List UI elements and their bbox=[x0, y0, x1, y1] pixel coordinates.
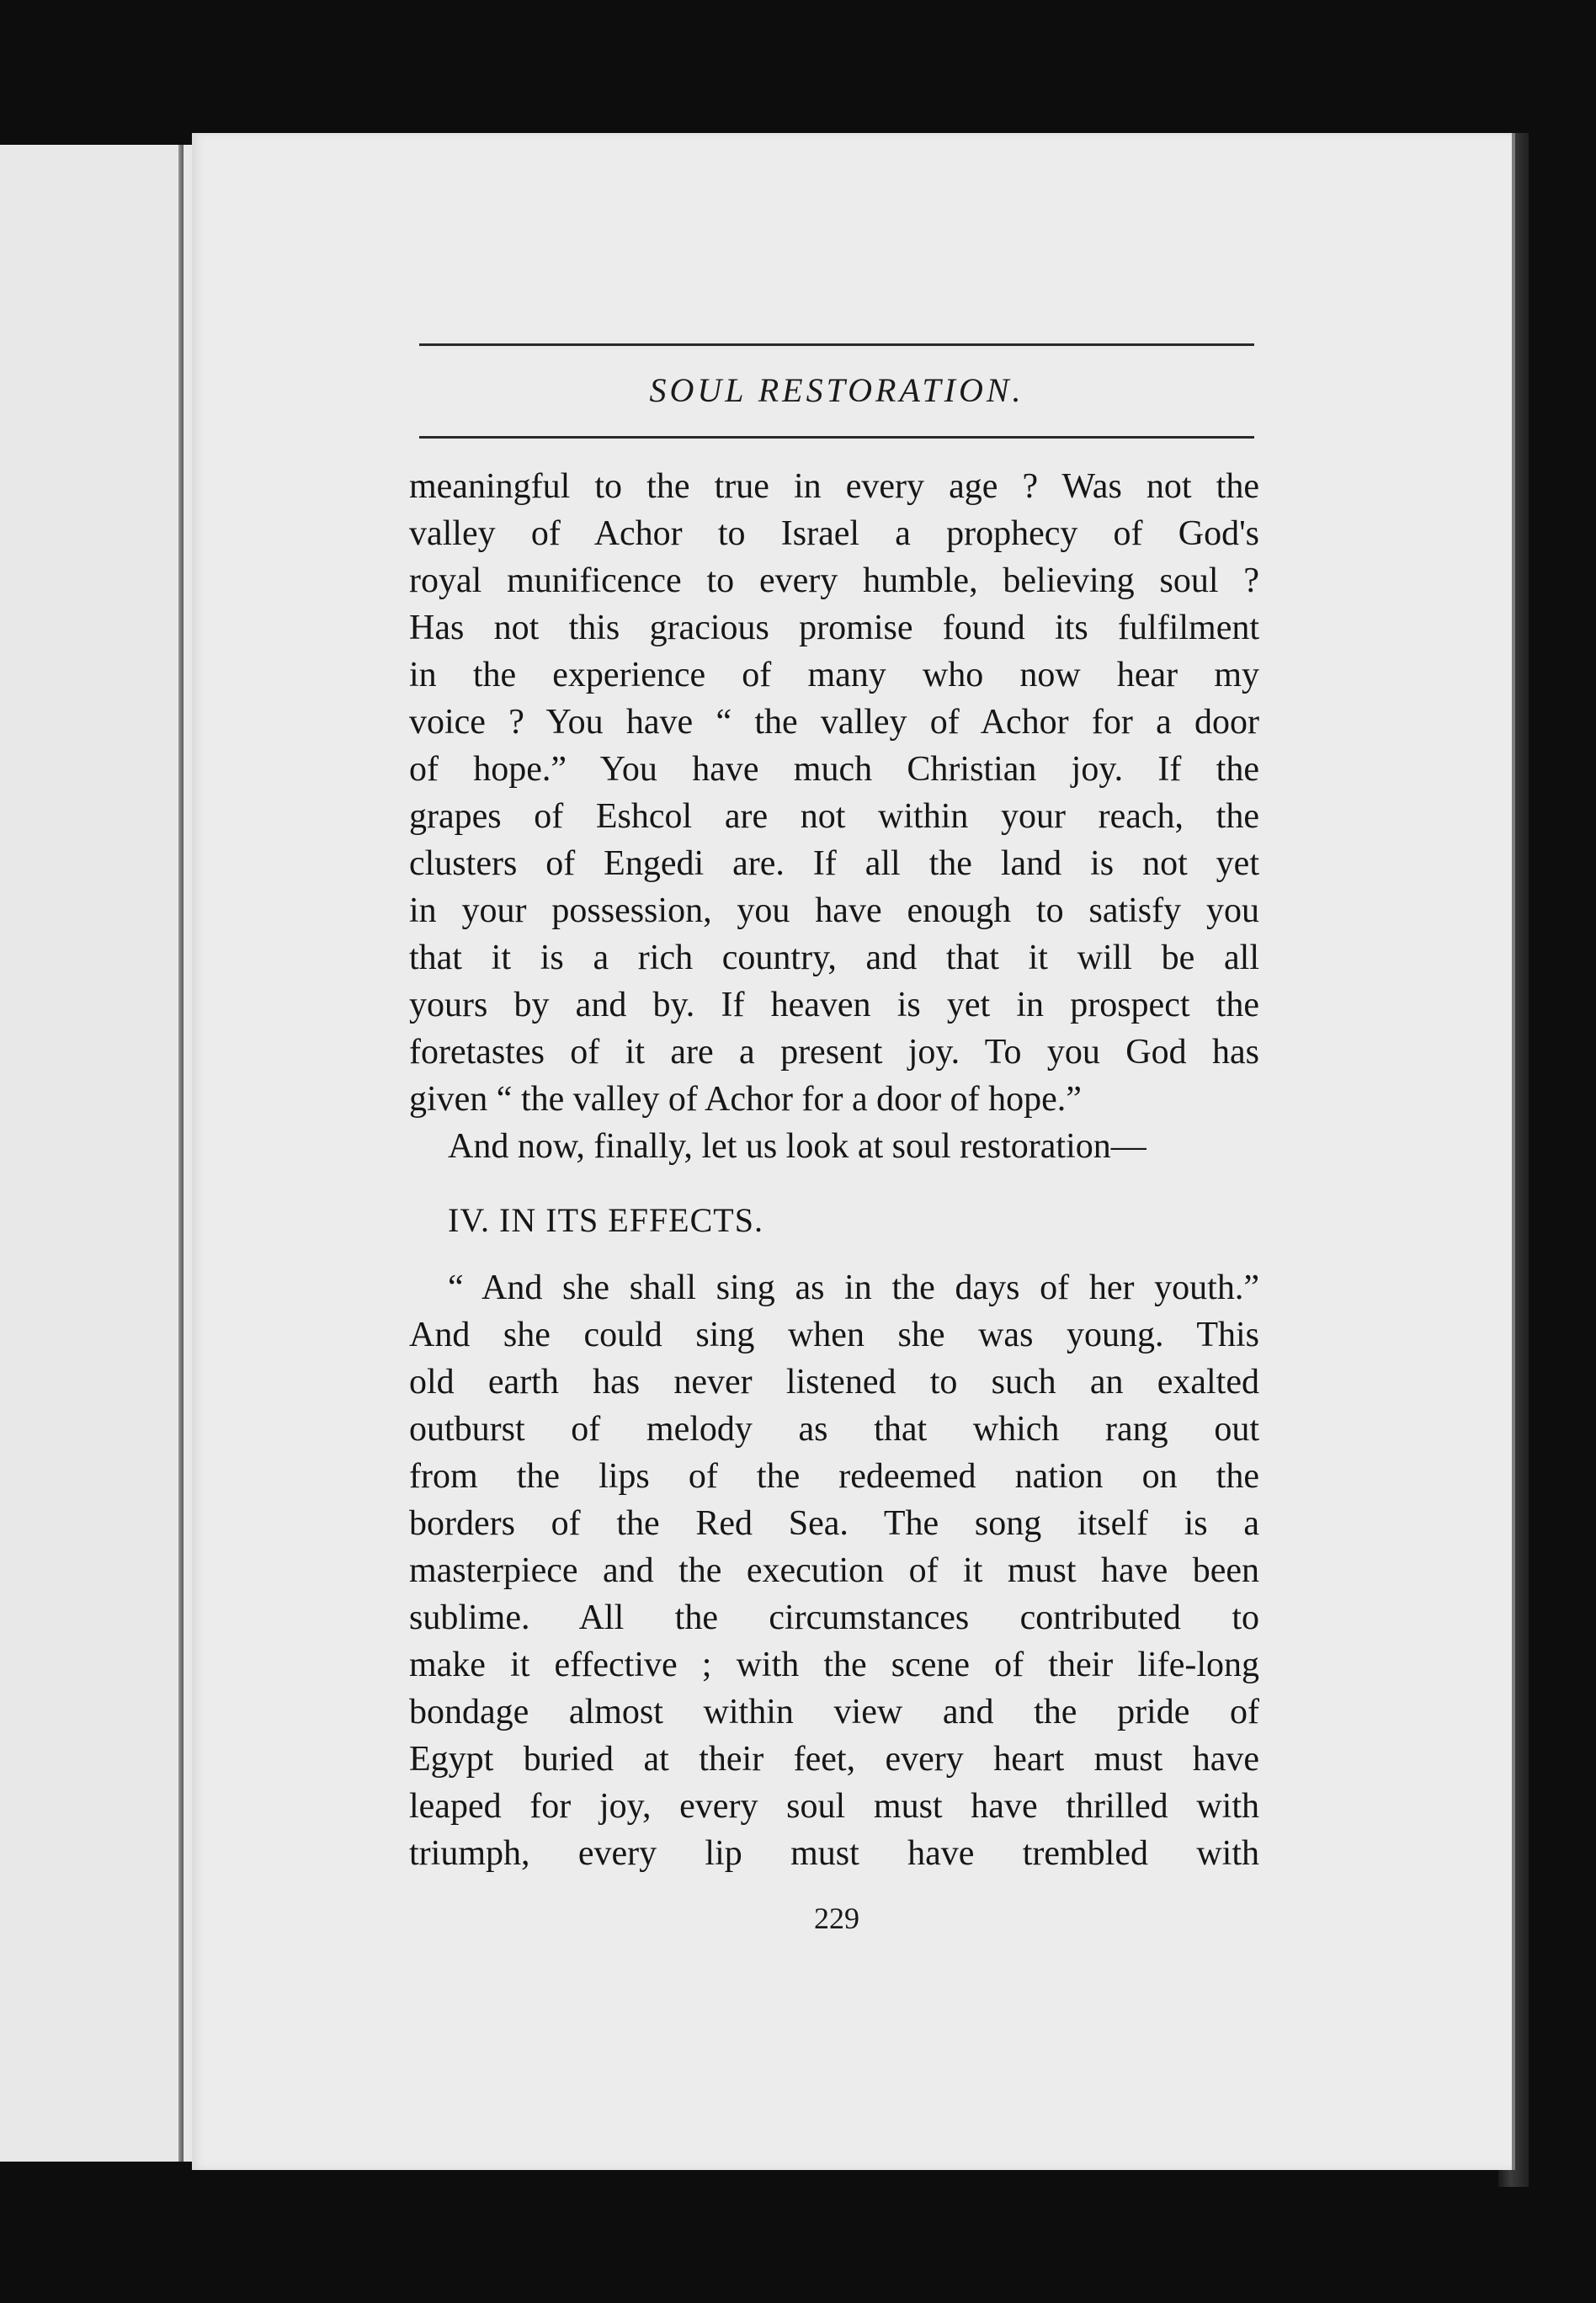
text-line: masterpiece and the execution of it must have been bbox=[409, 1551, 1259, 1590]
text-line: grapes of Eshcol are not within your reach, the bbox=[409, 797, 1259, 836]
header-rule-bottom bbox=[419, 436, 1254, 439]
text-line: make it effective ; with the scene of their life-long bbox=[409, 1646, 1259, 1684]
text-line: bondage almost within view and the pride of bbox=[409, 1693, 1259, 1731]
text-line: And now, finally, let us look at soul restoration— bbox=[448, 1127, 1146, 1166]
text-line: triumph, every lip must have trembled with bbox=[409, 1834, 1259, 1873]
facing-page bbox=[0, 145, 200, 2162]
text-line: royal munificence to every humble, believing soul ? bbox=[409, 561, 1259, 600]
text-line: that it is a rich country, and that it will be all bbox=[409, 939, 1259, 977]
section-heading: IV. IN ITS EFFECTS. bbox=[448, 1201, 763, 1239]
text-line: borders of the Red Sea. The song itself is a bbox=[409, 1504, 1259, 1543]
header-rule-top bbox=[419, 343, 1254, 346]
text-line: of hope.” You have much Christian joy. If the bbox=[409, 750, 1259, 789]
paragraph-3 bbox=[409, 1264, 1259, 1877]
paragraph-2 bbox=[409, 1123, 1259, 1170]
text-line: yours by and by. If heaven is yet in prospect the bbox=[409, 986, 1259, 1024]
text-line: from the lips of the redeemed nation on the bbox=[409, 1457, 1259, 1496]
text-line: “ And she shall sing as in the days of her youth.” bbox=[448, 1269, 1259, 1307]
text-line: Egypt buried at their feet, every heart must have bbox=[409, 1740, 1259, 1779]
text-line: old earth has never listened to such an exalted bbox=[409, 1363, 1259, 1401]
text-line: leaped for joy, every soul must have thrilled with bbox=[409, 1787, 1259, 1826]
text-line: valley of Achor to Israel a prophecy of God's bbox=[409, 514, 1259, 553]
running-head: SOUL RESTORATION. bbox=[649, 371, 1024, 409]
text-line: sublime. All the circumstances contributed to bbox=[409, 1598, 1259, 1637]
book-spine bbox=[178, 145, 184, 2162]
text-line: outburst of melody as that which rang out bbox=[409, 1410, 1259, 1449]
text-line: And she could sing when she was young. This bbox=[409, 1316, 1259, 1354]
text-line: meaningful to the true in every age ? Was not the bbox=[409, 467, 1259, 506]
text-line: voice ? You have “ the valley of Achor for a door bbox=[409, 703, 1259, 742]
paragraph-1 bbox=[409, 463, 1259, 1123]
text-line: Has not this gracious promise found its fulfilment bbox=[409, 609, 1259, 647]
text-line: in your possession, you have enough to satisfy you bbox=[409, 891, 1259, 930]
text-line: foretastes of it are a present joy. To you God has bbox=[409, 1033, 1259, 1072]
body-text bbox=[409, 463, 1259, 1877]
text-line: given “ the valley of Achor for a door of hope.” bbox=[409, 1080, 1082, 1119]
page-number: 229 bbox=[814, 1901, 859, 1935]
text-line: in the experience of many who now hear my bbox=[409, 656, 1259, 694]
text-line: clusters of Engedi are. If all the land is not yet bbox=[409, 844, 1259, 883]
